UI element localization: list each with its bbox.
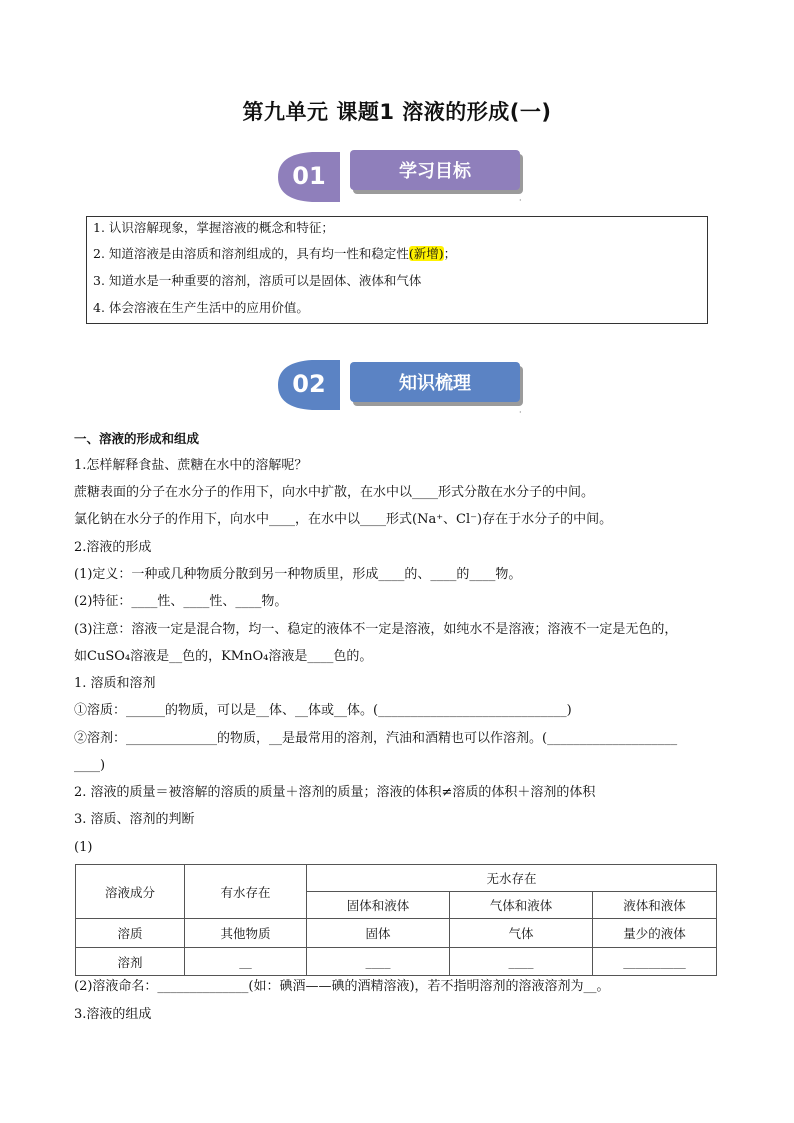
page-title: 第九单元 课题1 溶液的形成(一) — [242, 100, 552, 124]
banner-label: 学习目标 — [350, 150, 520, 190]
table-cell: ____ — [450, 948, 593, 976]
table-header-cell: 溶液成分 — [76, 865, 185, 919]
text-line: ____) — [74, 758, 106, 773]
table-cell: 其他物质 — [185, 919, 307, 948]
text-line: (2)溶液命名：______________(如：碘酒——碘的酒精溶液)，若不指明溶剂的溶液溶剂为__。 — [74, 979, 610, 994]
text-line: 蔗糖表面的分子在水分子的作用下，向水中扩散，在水中以____形式分散在水分子的中间。 — [74, 485, 595, 500]
text-line: (1)定义：一种或几种物质分散到另一种物质里，形成____的、____的____物。 — [74, 567, 522, 582]
solute-solvent-table — [75, 864, 717, 976]
table-cell: ____ — [307, 948, 450, 976]
text-line: 1.怎样解释食盐、蔗糖在水中的溶解呢？ — [74, 458, 308, 473]
learning-goals-box — [86, 216, 708, 324]
text-line: (1) — [74, 840, 93, 855]
banner-label: 知识梳理 — [350, 362, 520, 402]
decor-dot: · — [519, 196, 522, 205]
table-header-cell: 有水存在 — [185, 865, 307, 919]
table-row — [76, 948, 717, 976]
table-header-cell: 气体和液体 — [450, 892, 593, 919]
text-line: 氯化钠在水分子的作用下，向水中____，在水中以____形式(Na⁺、Cl⁻)存在于水分子的中间。 — [74, 512, 613, 527]
table-cell: __ — [185, 948, 307, 976]
decor-dot: · — [519, 408, 522, 417]
text-line: (2)特征：____性、____性、____物。 — [74, 594, 288, 609]
text-line: ②溶剂：______________的物质，__是最常用的溶剂，汽油和酒精也可以作溶剂。(____________________ — [74, 731, 678, 746]
goal-item: 3. 知道水是一种重要的溶剂，溶质可以是固体、液体和气体 — [93, 273, 422, 288]
text-line: 1. 溶质和溶剂 — [74, 676, 156, 691]
section-heading: 一、溶液的形成和组成 — [74, 431, 200, 446]
table-row — [76, 919, 717, 948]
table-header-cell: 固体和液体 — [307, 892, 450, 919]
banner-number: 02 — [292, 370, 326, 398]
section-banner-goals — [272, 148, 524, 210]
text-line: 2.溶液的形成 — [74, 540, 152, 555]
text-line: (3)注意：溶液一定是混合物，均一、稳定的液体不一定是溶液，如纯水不是溶液；溶液不一定是无色的， — [74, 622, 678, 637]
table-cell: 固体 — [307, 919, 450, 948]
banner-number: 01 — [292, 162, 326, 190]
table-header-cell: 无水存在 — [307, 865, 717, 892]
text-line: 3.溶液的组成 — [74, 1007, 152, 1022]
text-line: 2. 溶液的质量＝被溶解的溶质的质量＋溶剂的质量；溶液的体积≠溶质的体积＋溶剂的体积 — [74, 785, 596, 800]
table-cell: 量少的液体 — [593, 919, 717, 948]
table-cell: 溶剂 — [76, 948, 185, 976]
goal-item: 2. 知道溶液是由溶质和溶剂组成的，具有均一性和稳定性(新增)； — [93, 246, 457, 261]
table-header-cell: 液体和液体 — [593, 892, 717, 919]
table-cell: __________ — [593, 948, 717, 976]
new-highlight: (新增) — [408, 246, 444, 261]
text-line: 3. 溶质、溶剂的判断 — [74, 812, 195, 827]
table-cell: 气体 — [450, 919, 593, 948]
goal-item: 1. 认识溶解现象，掌握溶液的概念和特征； — [93, 220, 334, 235]
table-cell: 溶质 — [76, 919, 185, 948]
text-line: ①溶质：______的物质，可以是__体、__体或__体。(_____________________________) — [74, 703, 572, 718]
text-line: 如CuSO₄溶液是__色的，KMnO₄溶液是____色的。 — [74, 649, 373, 664]
section-banner-knowledge — [272, 356, 524, 418]
goal-item: 4. 体会溶液在生产生活中的应用价值。 — [93, 300, 309, 315]
